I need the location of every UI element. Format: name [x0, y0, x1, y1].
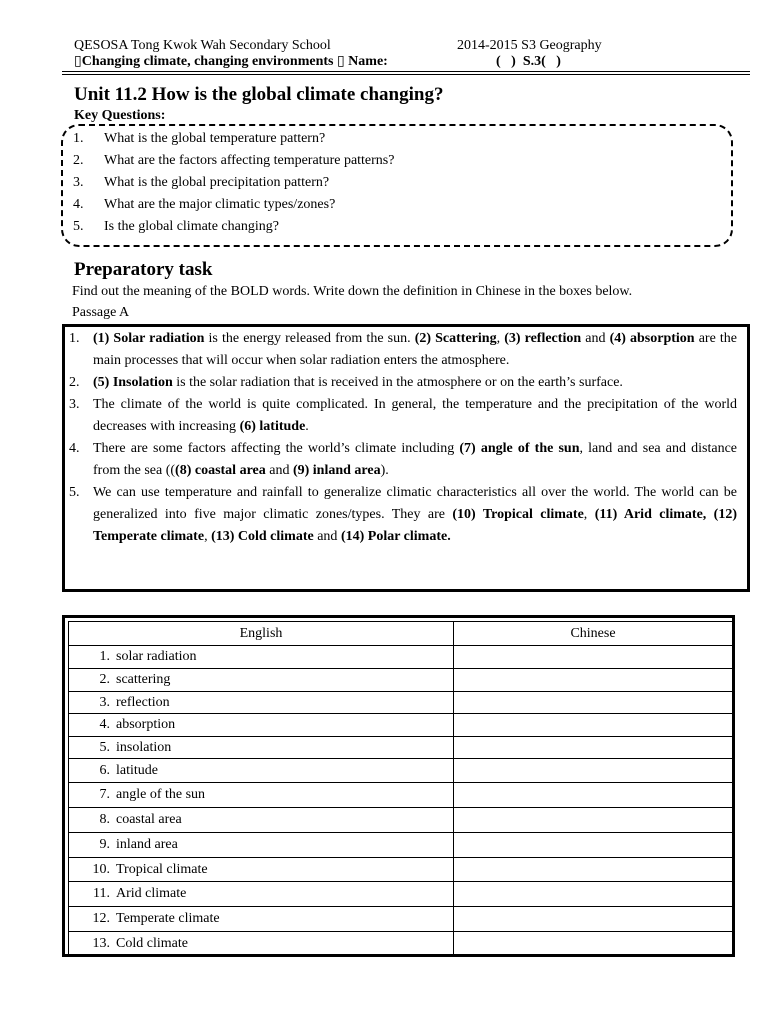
passage-item-text — [93, 482, 737, 548]
vocab-chinese-answer-cell[interactable] — [454, 932, 733, 957]
vocab-row-number: 2. — [99, 672, 110, 687]
key-question-item — [73, 172, 394, 194]
vocab-term: reflection — [116, 694, 170, 710]
bold-term: (13) Cold climate — [211, 529, 314, 544]
bold-term: (10) Tropical climate — [452, 507, 584, 522]
key-question-text: What is the global precipitation pattern? — [104, 175, 330, 190]
passage-item — [69, 394, 737, 438]
vocab-chinese-answer-cell[interactable] — [454, 907, 733, 932]
passage-text-run: The climate of the world is quite complicated. In general, the temperature and the precipitation of the world decreases with increasing — [93, 397, 737, 434]
header-rule-top — [62, 71, 750, 72]
vocab-english-cell — [69, 669, 454, 692]
vocab-english-cell — [69, 882, 454, 907]
topic-name-line: ▯Changing climate, changing environments ▯ Name: — [74, 54, 388, 69]
vocab-chinese-answer-cell[interactable] — [454, 808, 733, 833]
vocab-row — [69, 669, 733, 692]
key-question-text: What is the global temperature pattern? — [104, 131, 326, 146]
passage-item-number: 5. — [69, 485, 80, 500]
vocab-row-number: 10. — [92, 861, 110, 877]
vocab-row-number: 1. — [99, 649, 110, 664]
passage-text-run: , — [204, 529, 212, 544]
bold-term: (14) Polar climate. — [340, 529, 451, 544]
vocab-row — [69, 833, 733, 858]
passage-text-run: . — [305, 419, 309, 434]
passage-text-run: There are some factors affecting the world’s climate including — [93, 441, 460, 456]
vocab-row-number: 8. — [99, 812, 110, 827]
vocab-english-cell — [69, 759, 454, 783]
vocab-chinese-answer-cell[interactable] — [454, 759, 733, 783]
vocab-english-cell — [69, 833, 454, 858]
passage-text-run: and — [265, 463, 293, 478]
vocab-english-cell — [69, 737, 454, 759]
vocab-chinese-answer-cell[interactable] — [454, 858, 733, 882]
english-column-header: English — [69, 622, 454, 646]
course-label: 2014-2015 S3 Geography — [457, 38, 602, 53]
header-rule-bottom — [62, 74, 750, 75]
vocab-english-cell — [69, 932, 454, 957]
key-question-text: Is the global climate changing? — [104, 219, 279, 234]
vocab-term: Cold climate — [116, 936, 188, 951]
vocab-chinese-answer-cell[interactable] — [454, 714, 733, 737]
school-name: QESOSA Tong Kwok Wah Secondary School — [74, 38, 331, 53]
vocab-row — [69, 783, 733, 808]
vocab-term: angle of the sun — [116, 787, 206, 802]
vocab-row — [69, 714, 733, 737]
vocab-chinese-answer-cell[interactable] — [454, 646, 733, 669]
vocab-term: coastal area — [116, 812, 182, 827]
vocab-term: Temperate climate — [116, 911, 220, 926]
passage-item — [69, 328, 737, 372]
vocab-term: latitude — [116, 762, 158, 778]
vocab-row-number: 13. — [92, 936, 110, 951]
key-question-text: What are the major climatic types/zones? — [104, 197, 336, 212]
vocab-term: absorption — [116, 717, 176, 732]
vocab-row — [69, 808, 733, 833]
bold-term: (6) latitude — [239, 419, 306, 434]
passage-item-text — [93, 438, 737, 482]
vocab-table — [68, 621, 733, 957]
passage-label: Passage A — [72, 305, 130, 320]
vocab-row-number: 5. — [99, 739, 110, 755]
key-question-number: 4. — [73, 197, 84, 212]
bold-term: (3) reflection — [504, 331, 582, 346]
vocab-header-row — [69, 622, 733, 646]
chinese-column-header: Chinese — [454, 622, 733, 646]
vocab-term: Arid climate — [116, 886, 187, 901]
vocab-row — [69, 932, 733, 957]
passage-item-number: 3. — [69, 397, 80, 412]
bold-term: (1) Solar radiation — [93, 331, 205, 346]
class-number-slot: ( ) S.3( ) — [496, 54, 561, 69]
passage-text-run: and — [313, 529, 341, 544]
passage-item-number: 2. — [69, 375, 80, 390]
passage-text-run: ). — [380, 463, 389, 478]
bold-term: (7) angle of the sun — [459, 441, 580, 456]
key-question-item — [73, 150, 394, 172]
vocab-row-number: 12. — [92, 911, 110, 926]
vocab-row-number: 6. — [99, 762, 110, 778]
passage-text-run: and — [581, 331, 610, 346]
vocab-row — [69, 692, 733, 714]
vocab-term: Tropical climate — [116, 861, 208, 877]
vocab-chinese-answer-cell[interactable] — [454, 783, 733, 808]
vocab-row — [69, 737, 733, 759]
vocab-english-cell — [69, 714, 454, 737]
vocab-row — [69, 882, 733, 907]
bold-term: (8) coastal area — [175, 463, 266, 478]
passage-item — [69, 438, 737, 482]
key-questions-list — [73, 128, 394, 238]
vocab-row-number: 9. — [99, 837, 110, 852]
passage-item — [69, 482, 737, 548]
vocab-term: scattering — [116, 672, 171, 687]
bold-term: (11) Arid climate, (12) Temperate climate — [93, 507, 737, 544]
vocab-term: solar radiation — [116, 649, 197, 664]
vocab-row-number: 7. — [99, 787, 110, 802]
key-question-item — [73, 194, 394, 216]
vocab-table-frame — [62, 615, 735, 957]
passage-item — [69, 372, 737, 394]
preparatory-instruction: Find out the meaning of the BOLD words. Write down the definition in Chinese in the boxes below. — [72, 284, 633, 299]
passage-text-run: , — [496, 331, 505, 346]
key-question-item — [73, 216, 394, 238]
bold-term: (9) inland area — [292, 463, 381, 478]
vocab-row — [69, 759, 733, 783]
key-question-number: 2. — [73, 153, 84, 168]
bold-term: (5) Insolation — [93, 375, 173, 390]
vocab-english-cell — [69, 907, 454, 932]
passage-text-run: We can use temperature and rainfall to generalize climatic characteristics all over the world. The world can be generalized into five major climatic zones/types. They are — [93, 485, 737, 522]
vocab-row-number: 3. — [99, 694, 110, 710]
vocab-row — [69, 646, 733, 669]
vocab-row — [69, 858, 733, 882]
key-questions-label: Key Questions: — [74, 108, 166, 123]
vocab-term: insolation — [116, 739, 172, 755]
vocab-english-cell — [69, 858, 454, 882]
passage-item-number: 4. — [69, 441, 80, 456]
preparatory-task-heading: Preparatory task — [74, 259, 213, 280]
passage-text-run: is the solar radiation that is received in the atmosphere or on the earth’s surface. — [172, 375, 623, 390]
key-question-text: What are the factors affecting temperature patterns? — [104, 153, 395, 168]
vocab-chinese-answer-cell[interactable] — [454, 882, 733, 907]
vocab-english-cell — [69, 646, 454, 669]
passage-item-number: 1. — [69, 331, 80, 346]
unit-title: Unit 11.2 How is the global climate changing? — [74, 84, 444, 105]
vocab-row — [69, 907, 733, 932]
vocab-chinese-answer-cell[interactable] — [454, 692, 733, 714]
passage-item-text — [93, 372, 737, 394]
passage-text-run: , land and sea and distance from the sea (( — [93, 441, 737, 478]
vocab-chinese-answer-cell[interactable] — [454, 737, 733, 759]
key-question-number: 3. — [73, 175, 84, 190]
bold-term: (4) absorption — [609, 331, 695, 346]
vocab-row-number: 4. — [99, 717, 110, 732]
vocab-chinese-answer-cell[interactable] — [454, 833, 733, 858]
vocab-chinese-answer-cell[interactable] — [454, 669, 733, 692]
key-question-number: 1. — [73, 131, 84, 146]
passage-item-text — [93, 328, 737, 372]
vocab-english-cell — [69, 808, 454, 833]
vocab-row-number: 11. — [93, 886, 110, 901]
passage-list — [69, 328, 737, 548]
vocab-english-cell — [69, 783, 454, 808]
passage-text-run: , — [583, 507, 595, 522]
key-question-number: 5. — [73, 219, 84, 234]
passage-item-text — [93, 394, 737, 438]
key-question-item — [73, 128, 394, 150]
vocab-term: inland area — [116, 837, 178, 852]
bold-term: (2) Scattering — [414, 331, 497, 346]
vocab-english-cell — [69, 692, 454, 714]
passage-text-run: is the energy released from the sun. — [204, 331, 415, 346]
passage-text-run: are the main processes that will occur when solar radiation enters the atmosphere. — [93, 331, 737, 368]
